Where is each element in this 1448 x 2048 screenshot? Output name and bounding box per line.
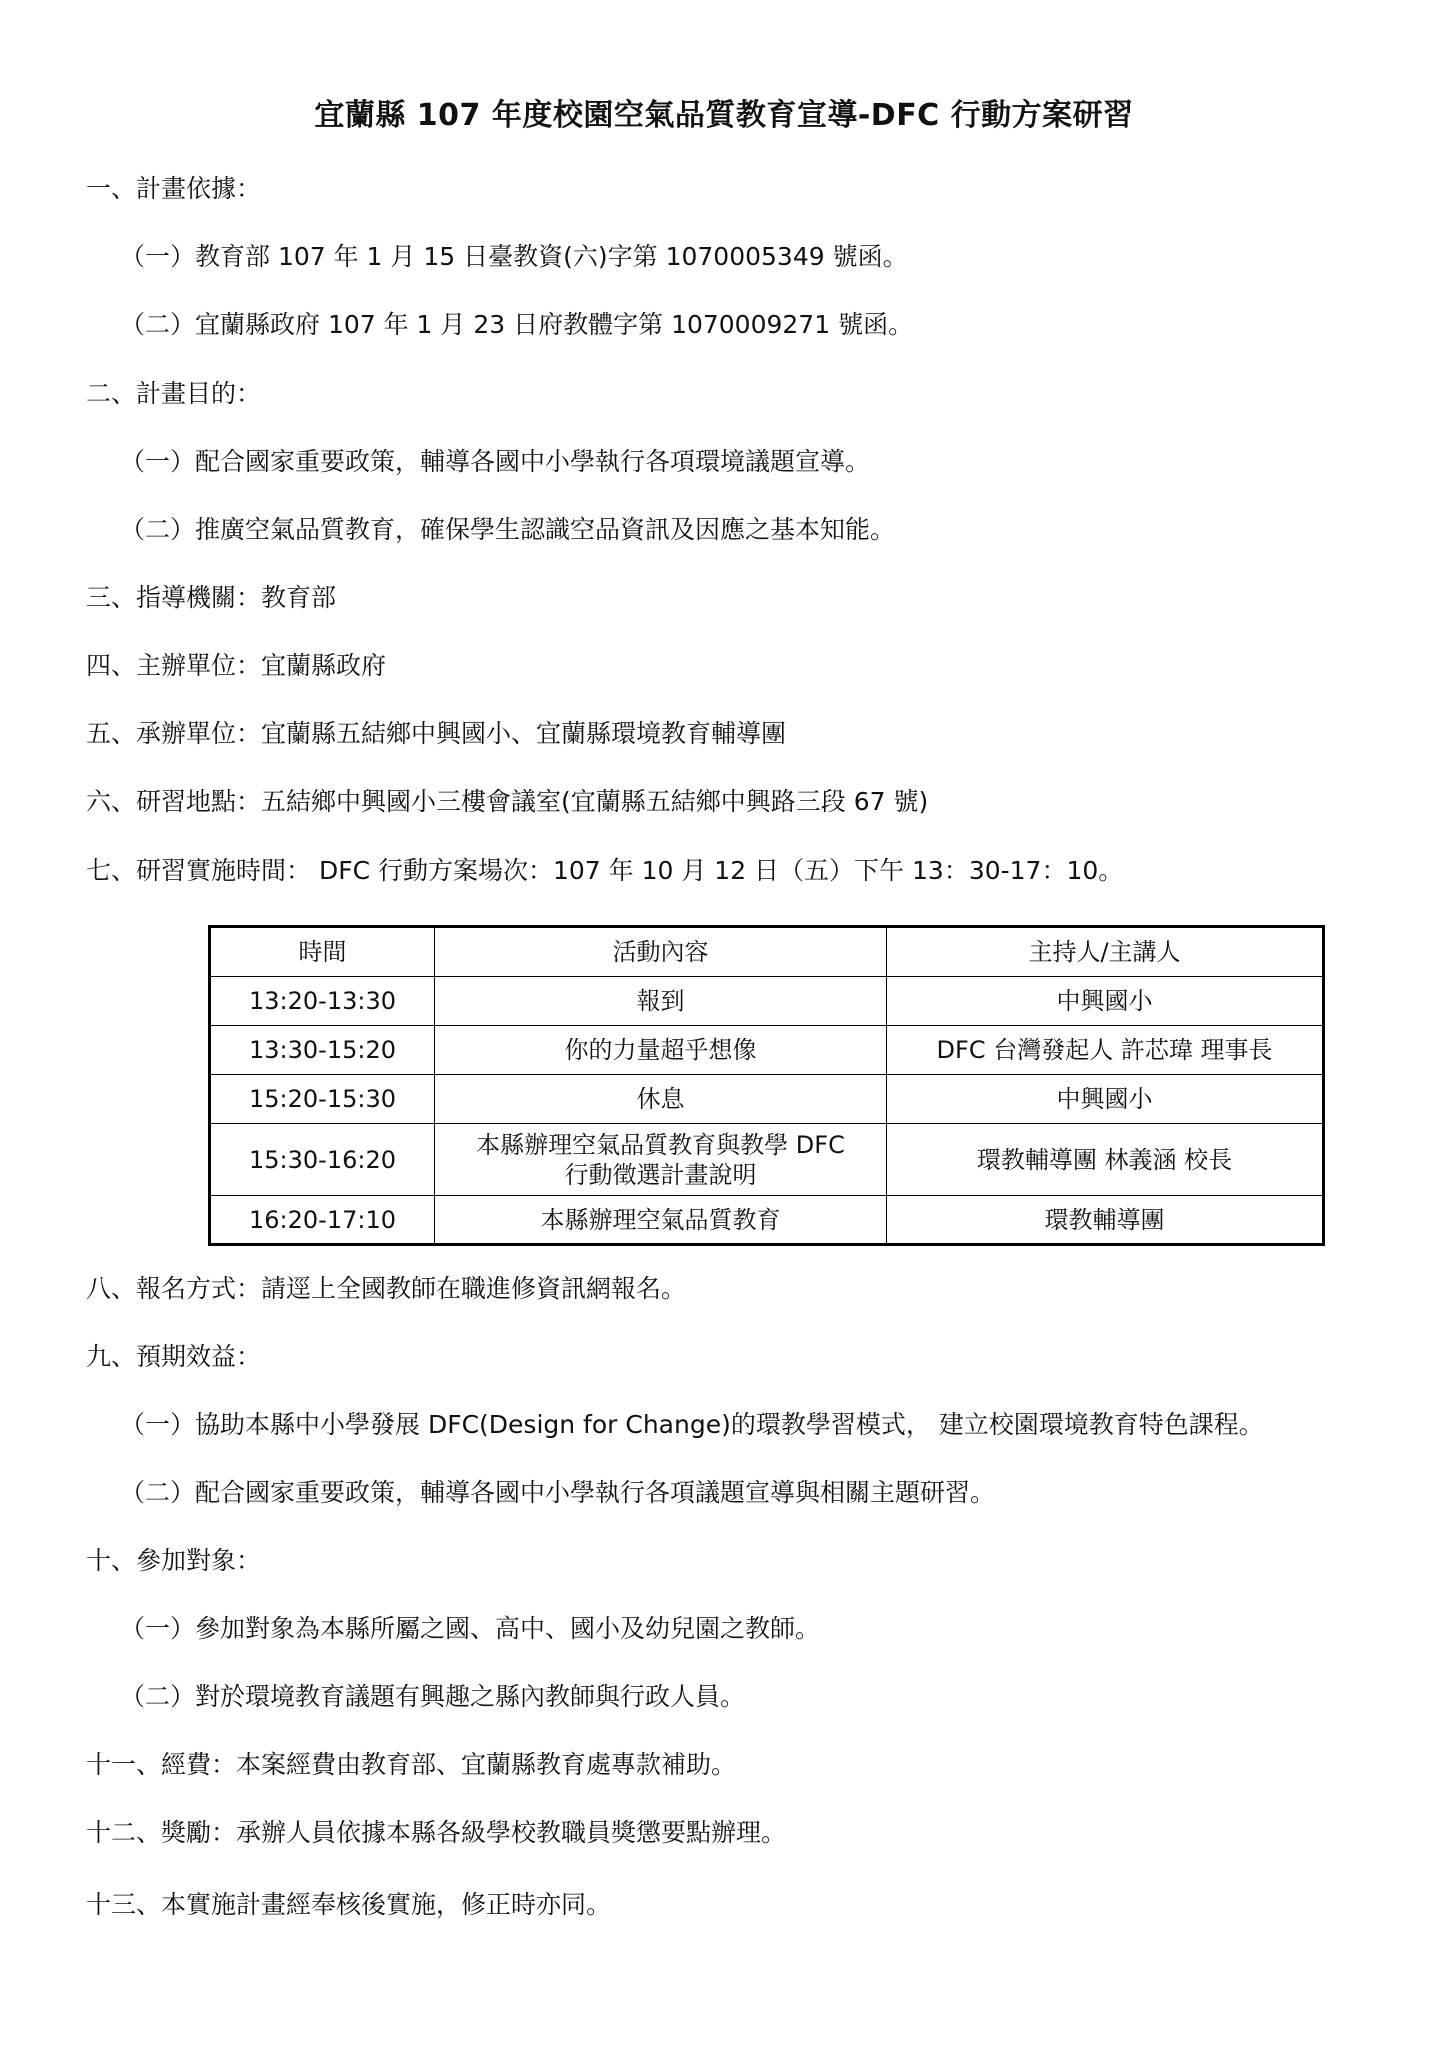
cell-activity: 你的力量超乎想像 xyxy=(435,1026,887,1075)
section-13: 十三、本實施計畫經奉核後實施，修正時亦同。 xyxy=(86,1890,612,1919)
cell-time: 16:20-17:10 xyxy=(210,1196,435,1245)
section-9-item-1: （一）協助本縣中小學發展 DFC(Design for Change)的環教學習模式， 建立校園環境教育特色課程。 xyxy=(120,1410,1264,1439)
section-10-item-2: （二）對於環境教育議題有興趣之縣內教師與行政人員。 xyxy=(120,1682,746,1711)
cell-activity: 本縣辦理空氣品質教育 xyxy=(435,1196,887,1245)
cell-time: 15:30-16:20 xyxy=(210,1124,435,1196)
section-2-heading: 二、計畫目的： xyxy=(86,379,262,408)
section-12: 十二、獎勵：承辦人員依據本縣各級學校教職員獎懲要點辦理。 xyxy=(86,1818,787,1847)
section-5: 五、承辦單位：宜蘭縣五結鄉中興國小、宜蘭縣環境教育輔導團 xyxy=(86,719,787,748)
section-8: 八、報名方式：請逕上全國教師在職進修資訊網報名。 xyxy=(86,1274,687,1303)
cell-host: 環教輔導團 xyxy=(887,1196,1324,1245)
section-1-item-2: （二）宜蘭縣政府 107 年 1 月 23 日府教體字第 1070009271 號函。 xyxy=(120,310,914,339)
cell-host: 中興國小 xyxy=(887,1075,1324,1124)
cell-time: 13:20-13:30 xyxy=(210,977,435,1026)
cell-activity: 報到 xyxy=(435,977,887,1026)
section-10-item-1: （一）參加對象為本縣所屬之國、高中、國小及幼兒園之教師。 xyxy=(120,1614,821,1643)
header-host: 主持人/主講人 xyxy=(887,927,1324,977)
section-6: 六、研習地點：五結鄉中興國小三樓會議室(宜蘭縣五結鄉中興路三段 67 號) xyxy=(86,787,929,816)
cell-time: 15:20-15:30 xyxy=(210,1075,435,1124)
section-9-heading: 九、預期效益： xyxy=(86,1342,262,1371)
cell-activity-line-2: 行動徵選計畫說明 xyxy=(564,1160,757,1189)
section-9-item-2: （二）配合國家重要政策，輔導各國中小學執行各項議題宣導與相關主題研習。 xyxy=(120,1478,996,1507)
section-2-item-2: （二）推廣空氣品質教育，確保學生認識空品資訊及因應之基本知能。 xyxy=(120,515,896,544)
section-3: 三、指導機關：教育部 xyxy=(86,583,337,612)
section-4: 四、主辦單位：宜蘭縣政府 xyxy=(86,651,387,680)
section-1-heading: 一、計畫依據： xyxy=(86,174,262,203)
section-1-item-1: （一）教育部 107 年 1 月 15 日臺教資(六)字第 1070005349 號函。 xyxy=(120,242,908,271)
table-row xyxy=(210,1026,1324,1075)
cell-activity xyxy=(435,1124,887,1196)
document-title: 宜蘭縣 107 年度校園空氣品質教育宣導-DFC 行動方案研習 xyxy=(314,98,1134,133)
cell-host: DFC 台灣發起人 許芯瑋 理事長 xyxy=(887,1026,1324,1075)
table-row xyxy=(210,1124,1324,1196)
section-11: 十一、經費：本案經費由教育部、宜蘭縣教育處專款補助。 xyxy=(86,1750,737,1779)
cell-time: 13:30-15:20 xyxy=(210,1026,435,1075)
schedule-table xyxy=(208,925,1325,1246)
cell-host: 中興國小 xyxy=(887,977,1324,1026)
cell-activity: 休息 xyxy=(435,1075,887,1124)
section-7: 七、研習實施時間： DFC 行動方案場次：107 年 10 月 12 日（五）下午 13：30-17：10。 xyxy=(86,856,1124,885)
table-header-row xyxy=(210,927,1324,977)
section-10-heading: 十、參加對象： xyxy=(86,1546,262,1575)
header-time: 時間 xyxy=(210,927,435,977)
table-row xyxy=(210,1196,1324,1245)
cell-activity-line-1: 本縣辦理空氣品質教育與教學 DFC xyxy=(476,1130,845,1159)
table-row xyxy=(210,977,1324,1026)
cell-host: 環教輔導團 林義涵 校長 xyxy=(887,1124,1324,1196)
table-row xyxy=(210,1075,1324,1124)
section-2-item-1: （一）配合國家重要政策，輔導各國中小學執行各項環境議題宣導。 xyxy=(120,447,871,476)
header-activity: 活動內容 xyxy=(435,927,887,977)
